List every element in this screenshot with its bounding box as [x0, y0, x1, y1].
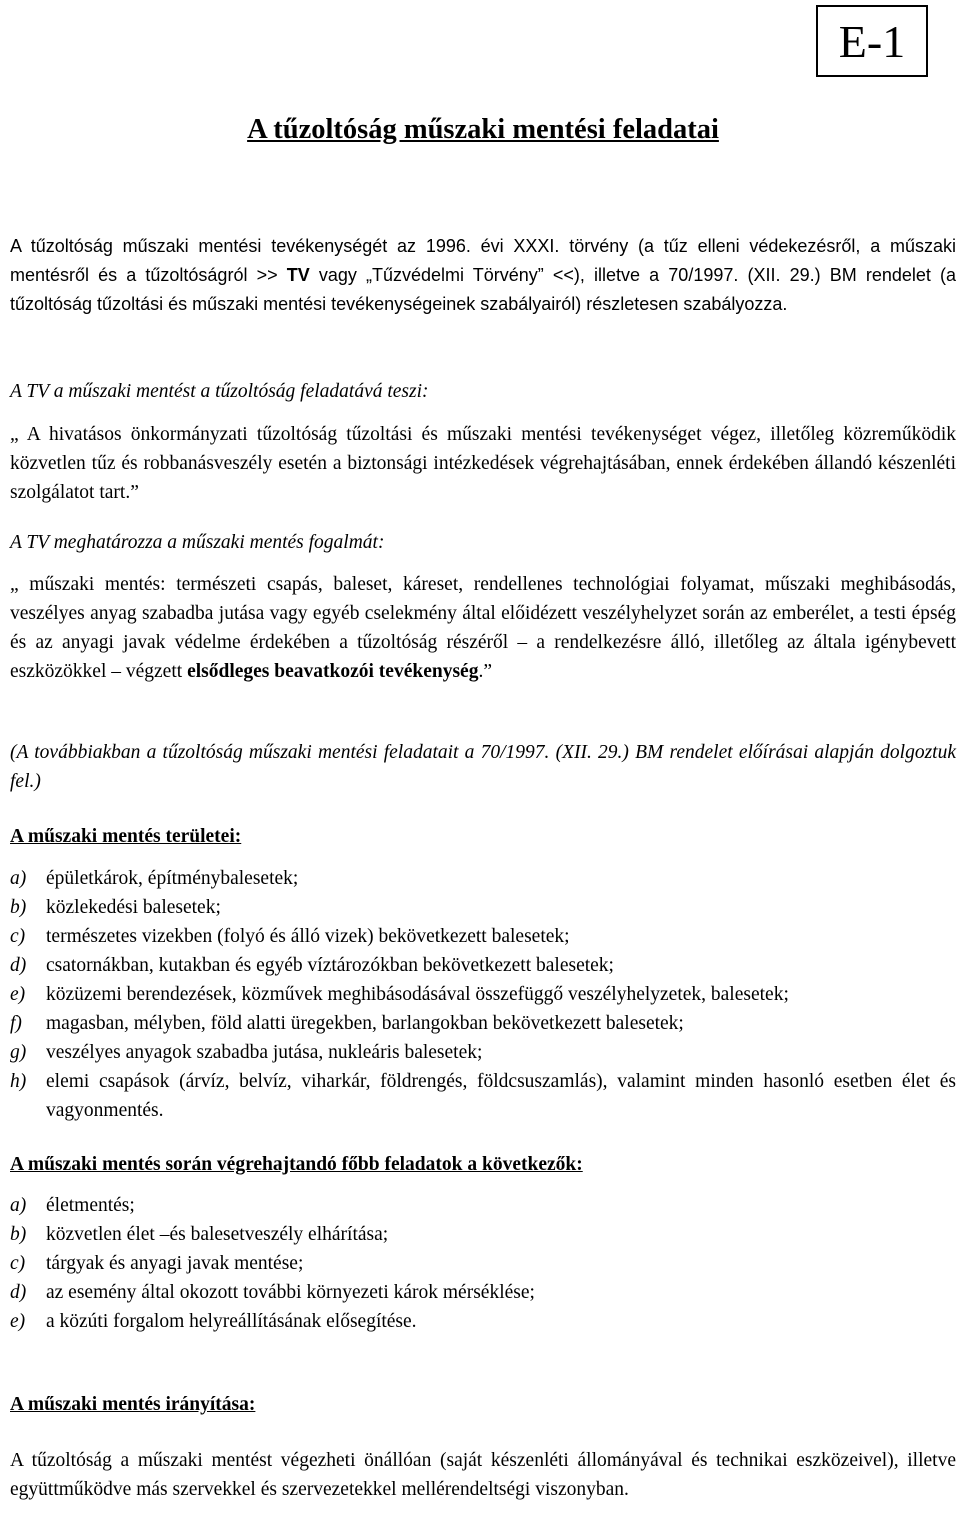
list-item: [10, 922, 956, 951]
quote-definition-before: „ műszaki mentés: természeti csapás, baleset, káreset, rendellenes technológiai folyamat, műszaki meghibásodás, veszélyes anyag szabadba jutása vagy egyéb cselekmény által előidézett veszélyhelyzet során az emberélet, a testi épség és az anyagi javak védelme érdekében a tűzoltóság részéről – a rendelkezésre álló, illetőleg az általa igénybevett eszközökkel – végzett: [10, 574, 956, 682]
list-item: [10, 1307, 956, 1336]
list-item: [10, 980, 956, 1009]
list-item-text: közlekedési balesetek;: [46, 897, 221, 918]
list-item-label: a): [10, 868, 27, 889]
list-item-label: e): [10, 984, 26, 1005]
list-item-label: d): [10, 955, 27, 976]
list-item-label: c): [10, 926, 26, 947]
list-item-text: veszélyes anyagok szabadba jutása, nukleáris balesetek;: [46, 1042, 483, 1063]
list-item-text: az esemény által okozott további környezeti károk mérséklése;: [46, 1282, 535, 1303]
intro-text-before: A tűzoltóság műszaki mentési tevékenységét az 1996. évi XXXI. törvény (a tűz elleni védekezésről, a műszaki mentésről és a tűzoltóságról >>: [10, 236, 956, 285]
list-item-label: f): [10, 1013, 22, 1034]
list-item: [10, 1278, 956, 1307]
list-item-label: g): [10, 1042, 27, 1063]
list-item: [10, 864, 956, 893]
tasks-list: [10, 1191, 956, 1336]
quote-tv-task: „ A hivatásos önkormányzati tűzoltóság tűzoltási és műszaki mentési tevékenységet végez, illetőleg közreműködik közvetlen tűz és robbanásveszély esetén a biztonsági intézkedések végrehajtásában, ennek érdekében állandó készenléti szolgálatot tart.”: [10, 424, 956, 503]
intro-text-bold: TV: [286, 265, 310, 285]
heading-tv-task: A TV a műszaki mentést a tűzoltóság feladatává teszi:: [10, 381, 429, 402]
list-item-label: h): [10, 1071, 27, 1092]
page-title: A tűzoltóság műszaki mentési feladatai: [247, 114, 719, 145]
areas-list: [10, 864, 956, 1125]
heading-direction: A műszaki mentés irányítása:: [10, 1394, 256, 1415]
list-item: [10, 893, 956, 922]
heading-tv-definition: A TV meghatározza a műszaki mentés fogalmát:: [10, 532, 385, 553]
list-item-text: közüzemi berendezések, közművek meghibásodásával összefüggő veszélyhelyzetek, balesetek;: [46, 984, 789, 1005]
quote-definition-bold: elsődleges beavatkozói tevékenység: [187, 661, 479, 682]
list-item: [10, 1220, 956, 1249]
list-item: [10, 951, 956, 980]
note-paragraph: (A továbbiakban a tűzoltóság műszaki mentési feladatait a 70/1997. (XII. 29.) BM rendelet előírásai alapján dolgoztuk fel.): [10, 742, 956, 792]
list-item: [10, 1191, 956, 1220]
list-item-text: elemi csapások (árvíz, belvíz, viharkár, földrengés, földcsuszamlás), valamint minden hasonló esetben élet és vagyonmentés.: [46, 1071, 956, 1121]
intro-text-after: vagy „Tűzvédelmi Törvény” <<), illetve a 70/1997. (XII. 29.) BM rendelet (a tűzoltóság tűzoltási és műszaki mentési tevékenységeinek szabályairól) részletesen szabályozza.: [10, 265, 956, 314]
list-item-label: d): [10, 1282, 27, 1303]
list-item-label: c): [10, 1253, 26, 1274]
list-item: [10, 1249, 956, 1278]
section-badge: E-1: [816, 5, 928, 77]
quote-definition: [10, 570, 956, 686]
list-item-text: életmentés;: [46, 1195, 135, 1216]
list-item-label: b): [10, 1224, 27, 1245]
list-item-text: a közúti forgalom helyreállításának elősegítése.: [46, 1311, 417, 1332]
list-item-label: a): [10, 1195, 27, 1216]
list-item-label: b): [10, 897, 27, 918]
list-item-text: tárgyak és anyagi javak mentése;: [46, 1253, 304, 1274]
list-item-text: természetes vizekben (folyó és álló vizek) bekövetkezett balesetek;: [46, 926, 570, 947]
list-item-text: csatornákban, kutakban és egyéb víztározókban bekövetkezett balesetek;: [46, 955, 614, 976]
direction-paragraph: A tűzoltóság a műszaki mentést végezheti önállóan (saját készenléti állományával és technikai eszközeivel), illetve együttműködve más szervekkel és szervezetekkel mellérendeltségi viszonyban.: [10, 1450, 956, 1500]
list-item-text: magasban, mélyben, föld alatti üregekben, barlangokban bekövetkezett balesetek;: [46, 1013, 684, 1034]
list-item: [10, 1067, 956, 1125]
list-item: [10, 1038, 956, 1067]
intro-paragraph: [10, 232, 956, 319]
list-item-label: e): [10, 1311, 26, 1332]
quote-definition-after: .”: [478, 661, 492, 682]
heading-areas: A műszaki mentés területei:: [10, 826, 242, 847]
list-item-text: épületkárok, építménybalesetek;: [46, 868, 299, 889]
list-item-text: közvetlen élet –és balesetveszély elhárítása;: [46, 1224, 389, 1245]
list-item: [10, 1009, 956, 1038]
heading-tasks: A műszaki mentés során végrehajtandó főbb feladatok a következők:: [10, 1154, 583, 1175]
